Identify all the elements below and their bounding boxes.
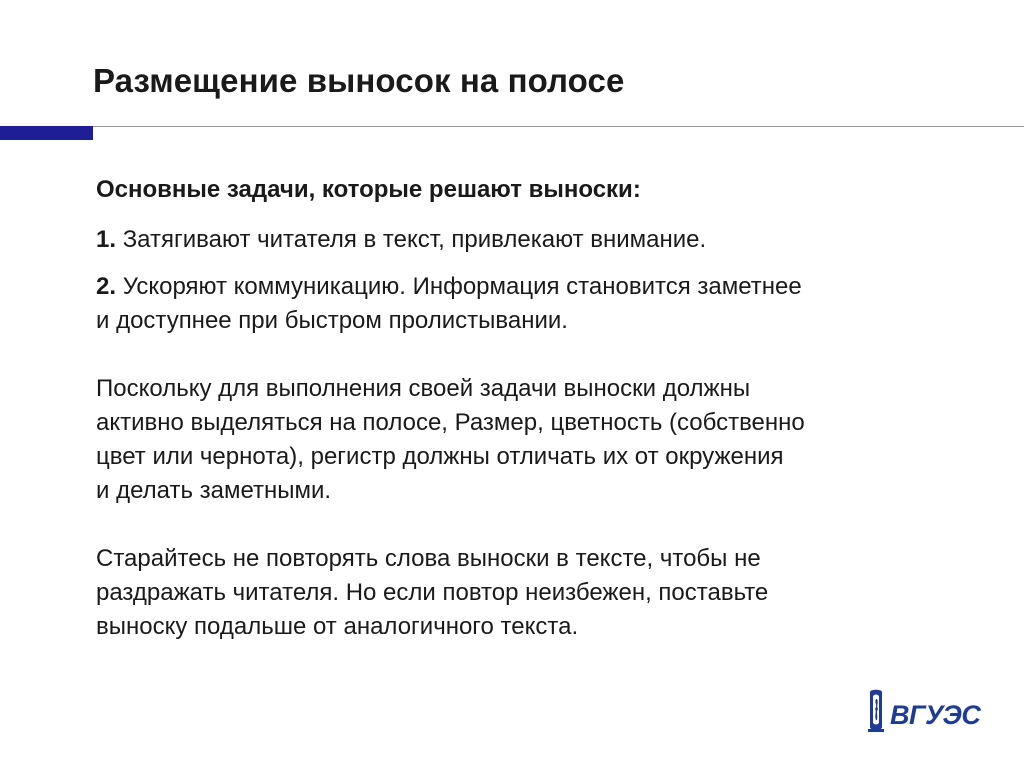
paragraph-1-line-2: активно выделяться на полосе, Размер, цветность (собственно xyxy=(96,409,805,436)
slide-title: Размещение выносок на полосе xyxy=(93,62,625,99)
university-logo xyxy=(864,687,994,737)
title-divider xyxy=(0,126,1024,127)
paragraph-2-line-2: раздражать читателя. Но если повтор неизбежен, поставьте xyxy=(96,579,769,606)
list-item-2-continuation: и доступнее при быстром пролистывании. xyxy=(96,307,568,334)
paragraph-1-line-3: цвет или чернота), регистр должны отличать их от окружения xyxy=(96,443,784,470)
list-item-2 xyxy=(96,270,802,304)
paragraph-1-line-4: и делать заметными. xyxy=(96,477,332,504)
intro-heading: Основные задачи, которые решают выноски: xyxy=(96,176,641,203)
university-emblem-icon xyxy=(868,690,884,732)
paragraph-2-line-1: Старайтесь не повторять слова выноски в тексте, чтобы не xyxy=(96,545,761,572)
list-item-text: Затягивают читателя в текст, привлекают внимание. xyxy=(122,226,707,253)
paragraph-1-line-1: Поскольку для выполнения своей задачи выноски должны xyxy=(96,375,751,402)
paragraph-2-line-3: выноску подальше от аналогичного текста. xyxy=(96,613,579,640)
title-accent-bar xyxy=(0,126,93,140)
list-item-text: Ускоряют коммуникацию. Информация становится заметнее xyxy=(122,273,802,300)
list-item-number: 2. xyxy=(96,273,117,300)
list-item-number: 1. xyxy=(96,226,117,253)
list-item-1 xyxy=(96,223,706,257)
logo-wordmark: ВГУЭС xyxy=(890,700,981,730)
